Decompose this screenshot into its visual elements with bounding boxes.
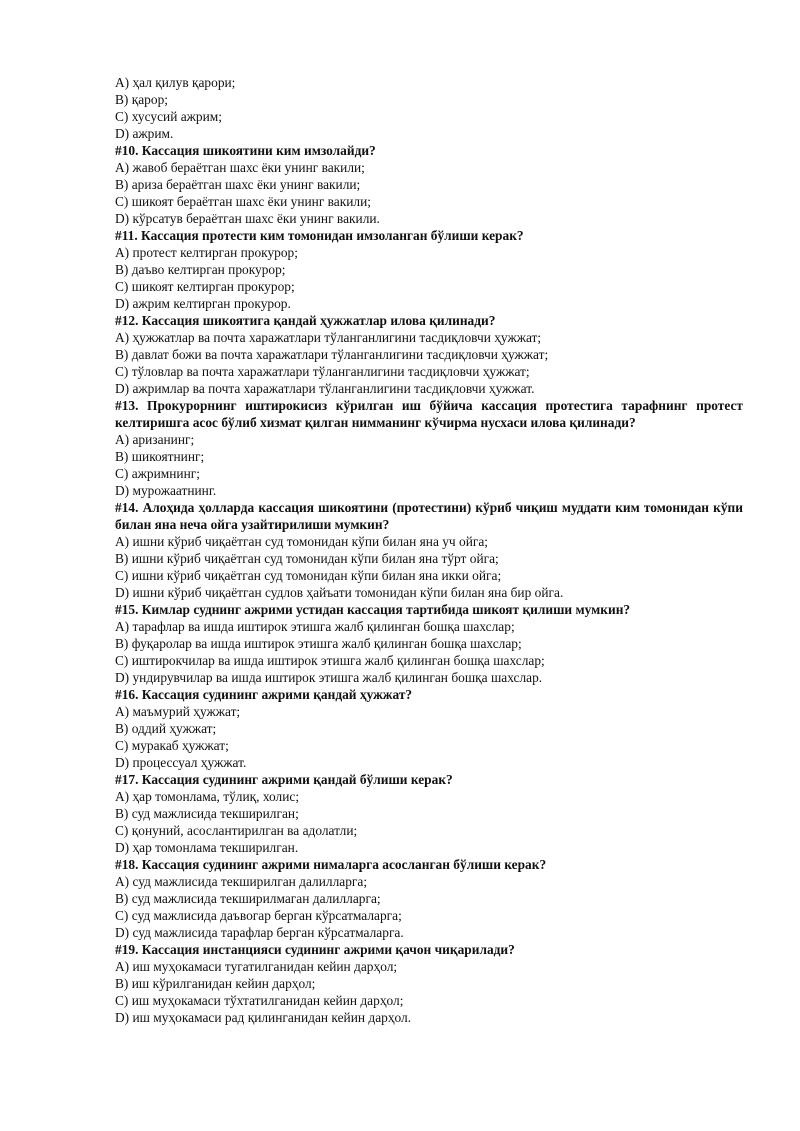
option-b: B) ариза бераётган шахс ёки унинг вакили;	[115, 177, 361, 192]
option-c: C) шикоят бераётган шахс ёки унинг вакили;	[115, 194, 371, 209]
question-14	[115, 499, 743, 601]
option-d: D) ишни кўриб чиқаётган судлов ҳайъати томонидан кўпи билан яна бир ойга.	[115, 585, 564, 600]
question-title: #16. Кассация судининг ажрими қандай ҳужжат?	[115, 687, 413, 702]
option-c: C) иш муҳокамаси тўхтатилганидан кейин дарҳол;	[115, 993, 404, 1008]
document-page	[115, 74, 743, 1026]
question-19	[115, 941, 743, 1026]
option-a: A) суд мажлисида текширилган далилларга;	[115, 874, 368, 889]
option-d: D) кўрсатув бераётган шахс ёки унинг вакили.	[115, 211, 380, 226]
question-title: #12. Кассация шикоятига қандай ҳужжатлар илова қилинади?	[115, 313, 496, 328]
option-c: C) ажримнинг;	[115, 466, 200, 481]
option-d: D) мурожаатнинг.	[115, 483, 217, 498]
question-title: #19. Кассация инстанцияси судининг ажрими қачон чиқарилади?	[115, 942, 515, 957]
option-a: A) тарафлар ва ишда иштирок этишга жалб қилинган бошқа шахслар;	[115, 619, 515, 634]
question-title: #10. Кассация шикоятини ким имзолайди?	[115, 143, 376, 158]
option-a: A) аризанинг;	[115, 432, 195, 447]
question-12	[115, 312, 743, 397]
intro-options	[115, 74, 743, 142]
question-17	[115, 771, 743, 856]
option-b: B) фуқаролар ва ишда иштирок этишга жалб қилинган бошқа шахслар;	[115, 636, 522, 651]
question-13	[115, 397, 743, 499]
question-title: #11. Кассация протести ким томонидан имзоланган бўлиши керак?	[115, 228, 524, 243]
option-b: B) даъво келтирган прокурор;	[115, 262, 286, 277]
question-title: #14. Алоҳида ҳолларда кассация шикоятини (протестини) кўриб чиқиш муддати ким томонидан кўпи билан яна неча ойга узайтирилиши мумкин?	[115, 500, 743, 532]
option-a: A) протест келтирган прокурор;	[115, 245, 298, 260]
option-a: A) ҳал қилув қарори;	[115, 75, 236, 90]
option-d: D) иш муҳокамаси рад қилинганидан кейин дарҳол.	[115, 1010, 412, 1025]
option-a: A) иш муҳокамаси тугатилганидан кейин дарҳол;	[115, 959, 398, 974]
question-16	[115, 686, 743, 771]
option-b: B) оддий ҳужжат;	[115, 721, 217, 736]
option-b: B) суд мажлисида текширилмаган далилларга;	[115, 891, 381, 906]
option-b: B) иш кўрилганидан кейин дарҳол;	[115, 976, 316, 991]
option-c: C) суд мажлисида даъвогар берган кўрсатмаларга;	[115, 908, 402, 923]
option-d: D) ундирувчилар ва ишда иштирок этишга жалб қилинган бошқа шахслар.	[115, 670, 543, 685]
question-title: #17. Кассация судининг ажрими қандай бўлиши керак?	[115, 772, 453, 787]
option-c: C) хусусий ажрим;	[115, 109, 222, 124]
option-b: B) қарор;	[115, 92, 168, 107]
question-15	[115, 601, 743, 686]
option-d: D) процессуал ҳужжат.	[115, 755, 247, 770]
option-c: C) қонуний, асослантирилган ва адолатли;	[115, 823, 358, 838]
question-title: #13. Прокурорнинг иштирокисиз кўрилган иш бўйича кассация протестига тарафнинг протест келтиришга асос бўлиб хизмат қилган нимманинг кўчирма нусхаси илова қилинади?	[115, 398, 743, 430]
option-d: D) ҳар томонлама текширилган.	[115, 840, 299, 855]
option-c: C) шикоят келтирган прокурор;	[115, 279, 295, 294]
option-a: A) ҳар томонлама, тўлиқ, холис;	[115, 789, 300, 804]
question-10	[115, 142, 743, 227]
option-a: A) маъмурий ҳужжат;	[115, 704, 241, 719]
question-title: #18. Кассация судининг ажрими нималарга асосланган бўлиши керак?	[115, 857, 547, 872]
option-d: D) ажрим.	[115, 126, 174, 141]
option-a: A) жавоб бераётган шахс ёки унинг вакили;	[115, 160, 365, 175]
question-title: #15. Кимлар суднинг ажрими устидан кассация тартибида шикоят қилиши мумкин?	[115, 602, 631, 617]
question-18	[115, 856, 743, 941]
option-c: C) ишни кўриб чиқаётган суд томонидан кўпи билан яна икки ойга;	[115, 568, 502, 583]
option-c: C) муракаб ҳужжат;	[115, 738, 229, 753]
option-c: C) тўловлар ва почта харажатлари тўланганлигини тасдиқловчи ҳужжат;	[115, 364, 530, 379]
option-c: C) иштирокчилар ва ишда иштирок этишга жалб қилинган бошқа шахслар;	[115, 653, 545, 668]
option-b: B) ишни кўриб чиқаётган суд томонидан кўпи билан яна тўрт ойга;	[115, 551, 499, 566]
option-b: B) давлат божи ва почта харажатлари тўланганлигини тасдиқловчи ҳужжат;	[115, 347, 549, 362]
option-a: A) ишни кўриб чиқаётган суд томонидан кўпи билан яна уч ойга;	[115, 534, 489, 549]
option-a: A) ҳужжатлар ва почта харажатлари тўланганлигини тасдиқловчи ҳужжат;	[115, 330, 542, 345]
question-11	[115, 227, 743, 312]
option-d: D) ажримлар ва почта харажатлари тўланганлигини тасдиқловчи ҳужжат.	[115, 381, 535, 396]
option-d: D) суд мажлисида тарафлар берган кўрсатмаларга.	[115, 925, 404, 940]
option-d: D) ажрим келтирган прокурор.	[115, 296, 291, 311]
option-b: B) шикоятнинг;	[115, 449, 205, 464]
option-b: B) суд мажлисида текширилган;	[115, 806, 299, 821]
